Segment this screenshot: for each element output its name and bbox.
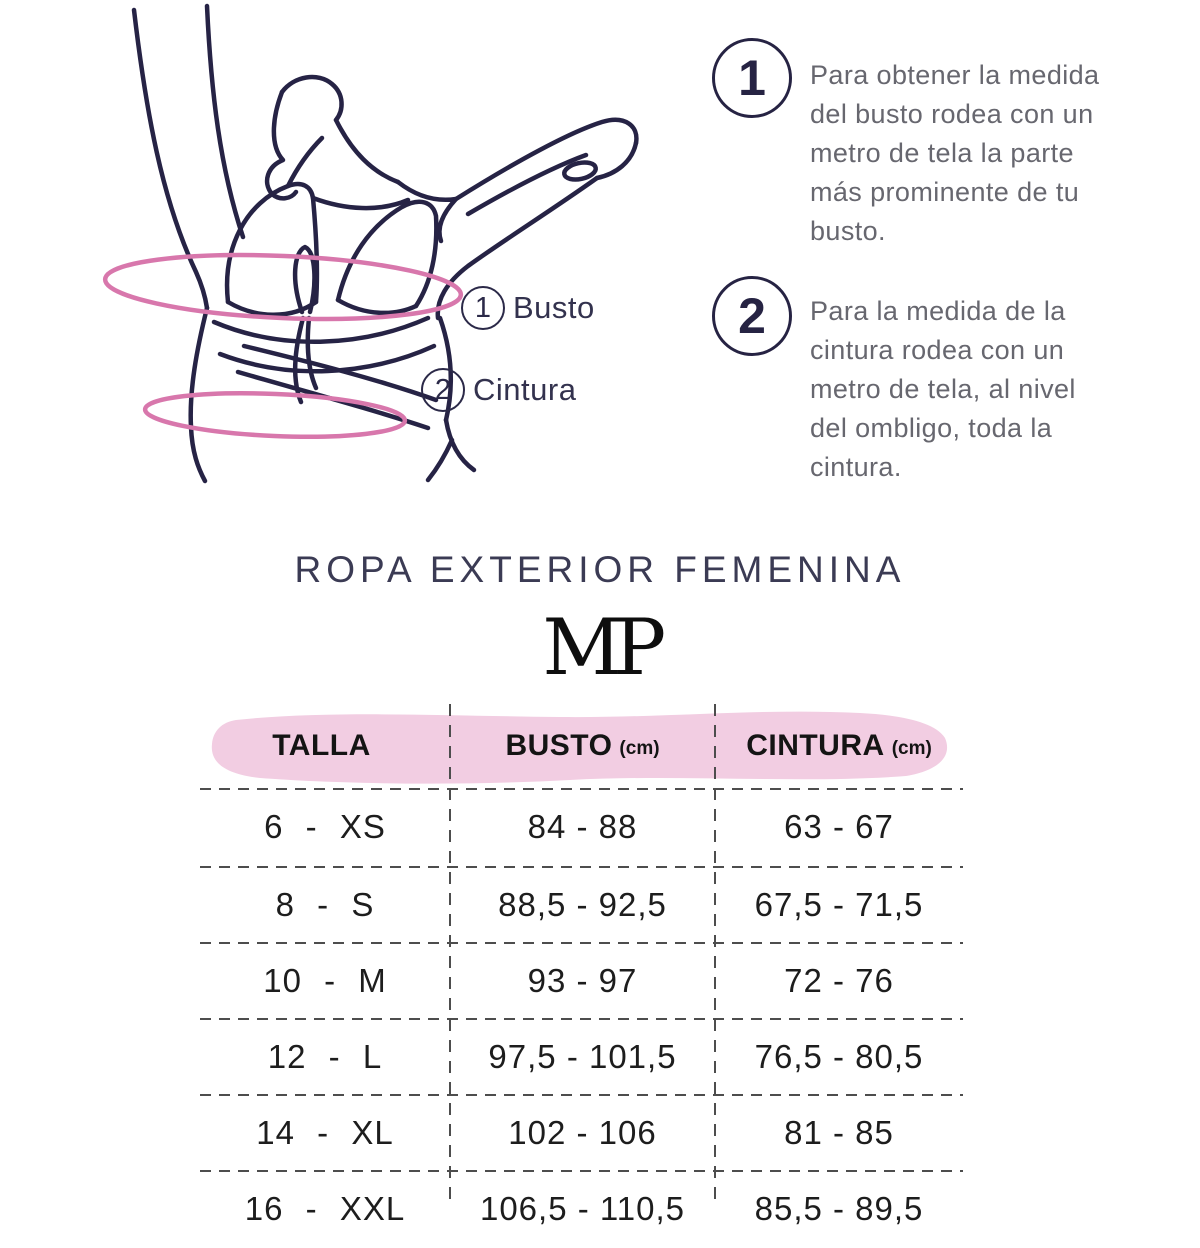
column-divider xyxy=(449,704,451,1200)
cell-talla: 8 - S xyxy=(275,886,375,923)
header-busto-unit: (cm) xyxy=(619,738,660,759)
busto-figure-label xyxy=(461,286,595,330)
header-cintura-unit: (cm) xyxy=(891,738,932,759)
cell-cintura: 67,5 - 71,5 xyxy=(754,886,924,923)
measurement-figure-illustration xyxy=(0,0,660,515)
page-title: ROPA EXTERIOR FEMENINA xyxy=(294,549,906,590)
header-cintura-label: CINTURA xyxy=(746,729,885,762)
header-busto xyxy=(450,729,715,763)
cell-cintura: 76,5 - 80,5 xyxy=(754,1038,924,1075)
header-busto-label: BUSTO xyxy=(505,729,613,762)
row-divider xyxy=(200,1018,963,1020)
busto-label-text: Busto xyxy=(513,290,595,325)
step-2-text: Para la medida de la cintura rodea con un metro de tela, al nivel del ombligo, toda la cintura. xyxy=(810,296,1076,482)
table-row xyxy=(200,1170,963,1248)
cell-cintura: 63 - 67 xyxy=(784,808,894,845)
table-row xyxy=(200,1018,963,1096)
measuring-tapes xyxy=(104,248,462,441)
table-row xyxy=(200,788,963,866)
table-row xyxy=(200,1094,963,1172)
waist-tape-ellipse xyxy=(144,388,406,441)
cell-busto: 84 - 88 xyxy=(527,808,638,845)
cell-talla: 16 - XXL xyxy=(244,1190,406,1227)
busto-number-badge: 1 xyxy=(461,286,505,330)
table-row xyxy=(200,942,963,1020)
size-table-header-row xyxy=(200,704,963,788)
cell-cintura: 85,5 - 89,5 xyxy=(754,1190,924,1227)
cell-busto: 106,5 - 110,5 xyxy=(479,1190,686,1227)
row-divider xyxy=(200,788,963,790)
row-divider xyxy=(200,1170,963,1172)
row-divider xyxy=(200,942,963,944)
cintura-figure-label xyxy=(421,368,576,412)
step-1-text: Para obtener la medida del busto rodea con un metro de tela la parte más prominente de tu busto. xyxy=(810,60,1100,246)
step-2-badge: 2 xyxy=(712,276,792,356)
header-talla-label: TALLA xyxy=(272,729,371,762)
cell-cintura: 72 - 76 xyxy=(784,962,894,999)
header-cintura xyxy=(715,729,963,763)
cell-talla: 14 - XL xyxy=(256,1114,394,1151)
table-row xyxy=(200,866,963,944)
row-divider xyxy=(200,866,963,868)
brand-logo: MP xyxy=(542,603,658,693)
cell-talla: 12 - L xyxy=(267,1038,383,1075)
step-1-badge: 1 xyxy=(712,38,792,118)
cell-busto: 102 - 106 xyxy=(508,1114,657,1151)
cell-busto: 88,5 - 92,5 xyxy=(498,886,667,923)
cintura-label-text: Cintura xyxy=(473,372,577,407)
cell-busto: 97,5 - 101,5 xyxy=(488,1038,677,1075)
cell-talla: 10 - M xyxy=(263,962,387,999)
cintura-number-badge: 2 xyxy=(421,368,465,412)
column-divider xyxy=(714,704,716,1200)
cell-talla: 6 - XS xyxy=(264,808,386,845)
row-divider xyxy=(200,1094,963,1096)
header-talla xyxy=(200,729,450,763)
cell-cintura: 81 - 85 xyxy=(784,1114,894,1151)
cell-busto: 93 - 97 xyxy=(527,962,638,999)
